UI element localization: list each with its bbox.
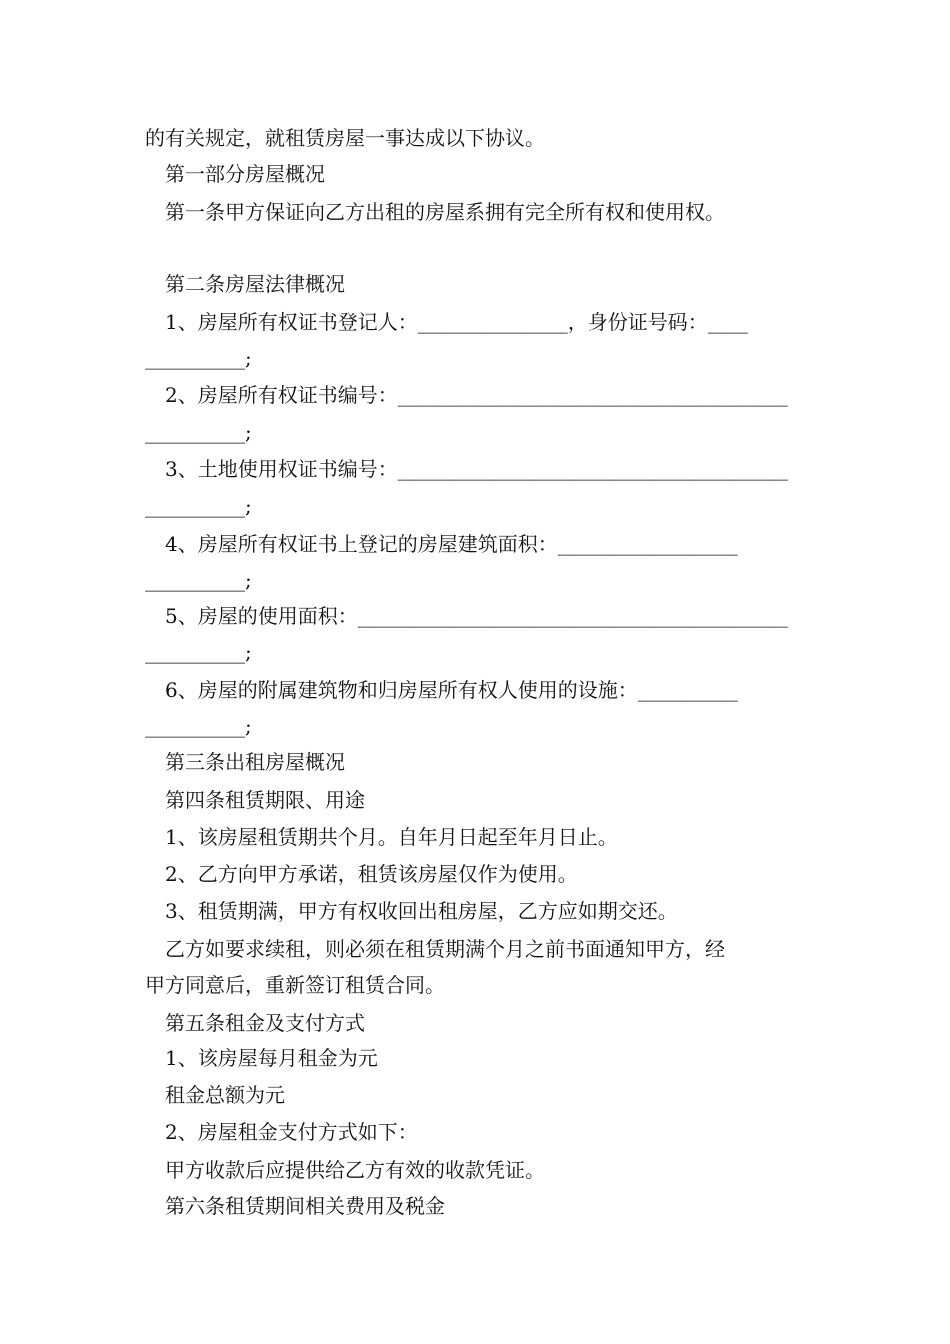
clause-text: 甲方同意后，重新签订租赁合同。 (145, 973, 445, 997)
clause-item: 2、乙方向甲方承诺，租赁该房屋仅作为使用。 (165, 862, 578, 886)
blank-line: __________; (145, 420, 252, 444)
form-field-line: 2、房屋所有权证书编号：_______________________________________ (165, 383, 788, 407)
clause-text: 甲方收款后应提供给乙方有效的收款凭证。 (165, 1158, 545, 1182)
blank-line: __________; (145, 494, 252, 518)
clause-item: 1、该房屋租赁期共个月。自年月日起至年月日止。 (165, 825, 618, 849)
form-field-line: 5、房屋的使用面积：___________________________________________ (165, 604, 788, 628)
clause-item: 2、房屋租金支付方式如下： (165, 1120, 418, 1144)
clause-heading: 第二条房屋法律概况 (165, 272, 345, 296)
clause-heading: 第四条租赁期限、用途 (165, 788, 365, 812)
clause-item: 1、该房屋每月租金为元 (165, 1046, 378, 1070)
blank-line: __________; (145, 714, 252, 738)
clause-text: 乙方如要求续租，则必须在租赁期满个月之前书面通知甲方，经 (165, 937, 725, 961)
form-field-line: 6、房屋的附属建筑物和归房屋所有权人使用的设施：__________ (165, 678, 738, 702)
form-field-line: 3、土地使用权证书编号：_______________________________________ (165, 457, 788, 481)
form-field-line: 1、房屋所有权证书登记人：_______________，身份证号码：____ (165, 310, 748, 334)
blank-line: __________; (145, 568, 252, 592)
clause-text: 租金总额为元 (165, 1083, 285, 1107)
text-line: 的有关规定，就租赁房屋一事达成以下协议。 (145, 126, 545, 150)
clause-heading: 第三条出租房屋概况 (165, 750, 345, 774)
clause-heading: 第五条租金及支付方式 (165, 1011, 365, 1035)
section-heading: 第一部分房屋概况 (165, 162, 325, 186)
clause-heading: 第六条租赁期间相关费用及税金 (165, 1194, 445, 1218)
blank-line: __________; (145, 346, 252, 370)
form-field-line: 4、房屋所有权证书上登记的房屋建筑面积：__________________ (165, 532, 738, 556)
clause-item: 3、租赁期满，甲方有权收回出租房屋，乙方应如期交还。 (165, 899, 678, 923)
clause-text: 第一条甲方保证向乙方出租的房屋系拥有完全所有权和使用权。 (165, 200, 725, 224)
blank-line: __________; (145, 640, 252, 664)
